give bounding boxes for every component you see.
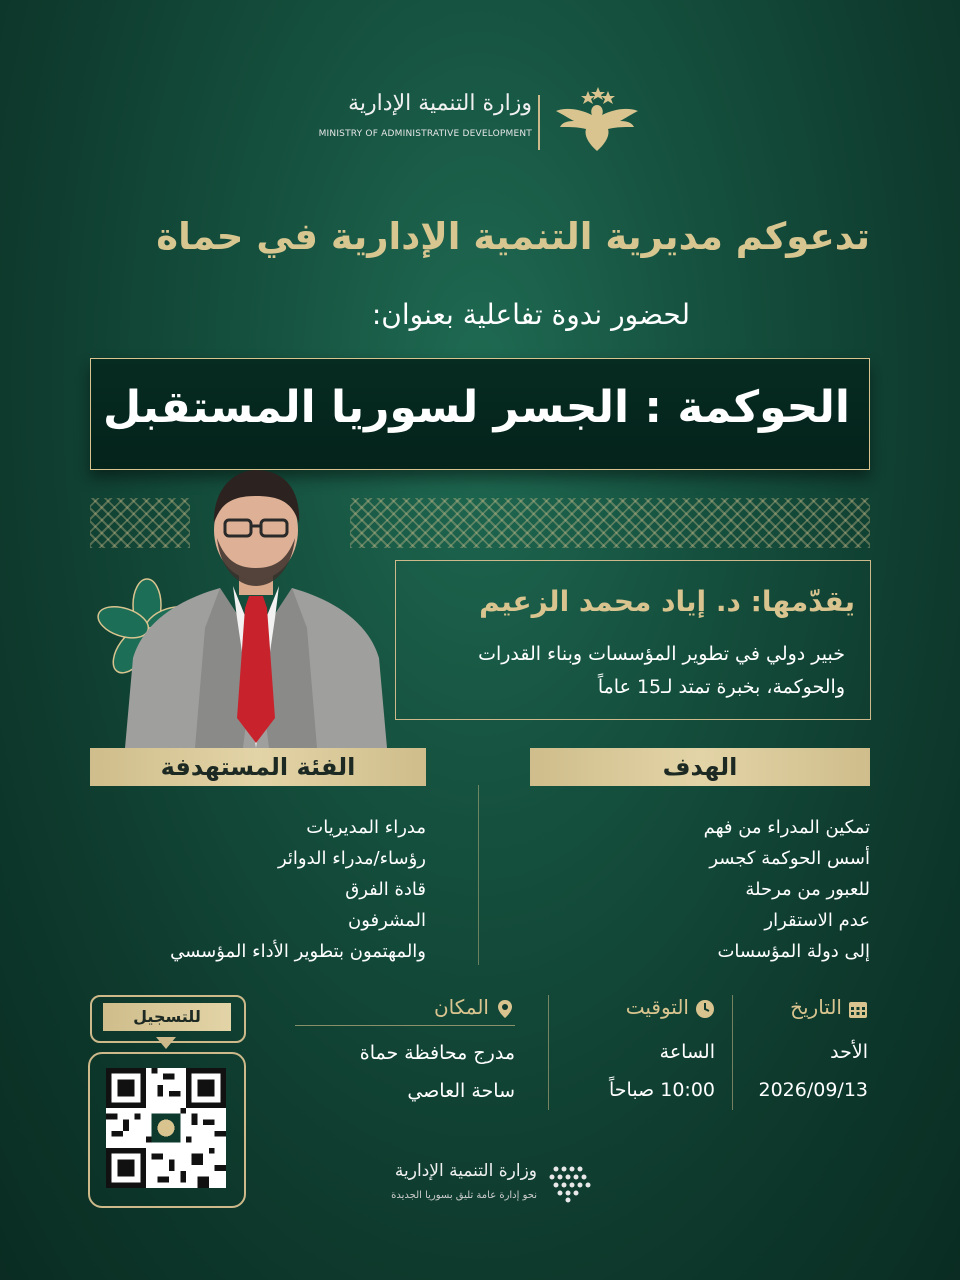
goal-line: أسس الحوكمة كجسر (709, 848, 870, 869)
target-line: رؤساء/مدراء الدوائر (277, 848, 426, 869)
time-line1: الساعة (659, 1041, 715, 1063)
date-block (740, 995, 868, 1109)
target-line: مدراء المديريات (306, 817, 426, 838)
pattern-strip-right (350, 498, 870, 548)
eagle-emblem-icon (550, 85, 645, 155)
date-label: التاريخ (790, 995, 842, 1019)
place-label: المكان (433, 995, 489, 1019)
time-label: التوقيت (625, 995, 689, 1019)
date-value: 2026/09/13 (758, 1079, 868, 1101)
ministry-name-english: MINISTRY OF ADMINISTRATIVE DEVELOPMENT (318, 129, 532, 139)
place-line2: ساحة العاصي (407, 1080, 515, 1102)
seminar-title: الحوكمة : الجسر لسوريا المستقبل (103, 382, 850, 433)
qr-code-icon[interactable] (106, 1068, 226, 1188)
goal-heading: الهدف (530, 748, 870, 786)
footer-ministry-name: وزارة التنمية الإدارية (394, 1161, 537, 1181)
ministry-logo (300, 85, 660, 160)
place-label-row (295, 995, 515, 1026)
goal-line: تمكين المدراء من فهم (703, 817, 870, 838)
time-line2: 10:00 صباحاً (609, 1079, 715, 1101)
place-block (295, 995, 515, 1110)
invite-subline: لحضور ندوة تفاعلية بعنوان: (371, 298, 690, 331)
goal-line: للعبور من مرحلة (745, 879, 870, 900)
place-line1: مدرج محافظة حماة (359, 1042, 515, 1064)
speaker-desc-line: والحوكمة، بخبرة تمتد لـ15 عاماً (597, 676, 845, 698)
time-block (580, 995, 715, 1109)
footer-tagline: نحو إدارة عامة تليق بسوريا الجديدة (391, 1190, 537, 1201)
section-divider (478, 785, 479, 965)
speaker-description (400, 638, 845, 704)
speaker-desc-line: خبير دولي في تطوير المؤسسات وبناء القدرات (478, 643, 845, 665)
calendar-icon (848, 999, 868, 1019)
location-pin-icon (495, 999, 515, 1019)
date-label-row (740, 995, 868, 1019)
time-label-row (580, 995, 715, 1019)
target-line: المشرفون (347, 910, 426, 931)
ministry-name-arabic: وزارة التنمية الإدارية (348, 91, 532, 116)
register-button[interactable]: للتسجيل (103, 1003, 231, 1031)
invite-headline: تدعوكم مديرية التنمية الإدارية في حماة (156, 215, 870, 258)
details-divider (548, 995, 549, 1110)
target-line: والمهتمون بتطوير الأداء المؤسسي (170, 941, 426, 962)
details-divider (732, 995, 733, 1110)
target-audience-list (80, 812, 426, 967)
logo-divider (538, 95, 540, 150)
date-day: الأحد (830, 1041, 868, 1063)
goal-line: إلى دولة المؤسسات (717, 941, 870, 962)
speaker-name: يقدّمها: د. إياد محمد الزعيم (479, 585, 855, 618)
goal-list (520, 812, 870, 967)
ministry-dots-logo-icon (548, 1163, 592, 1203)
speaker-photo (125, 468, 387, 748)
goal-line: عدم الاستقرار (764, 910, 870, 931)
target-line: قادة الفرق (345, 879, 426, 900)
pointer-arrow-icon (156, 1037, 176, 1051)
clock-icon (695, 999, 715, 1019)
target-audience-heading: الفئة المستهدفة (90, 748, 426, 786)
